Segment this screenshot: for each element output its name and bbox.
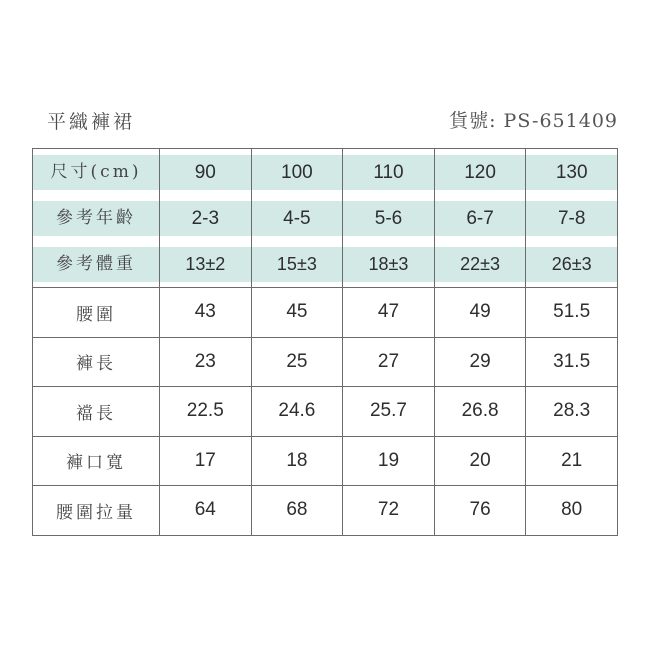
table-cell: 25 [251,337,343,387]
table-row [33,436,618,486]
table-cell: 17 [160,436,252,486]
table-cell: 24.6 [251,387,343,437]
age-row [33,195,618,241]
table-cell: 43 [160,288,252,338]
table-cell: 64 [160,486,252,536]
table-cell: 25.7 [343,387,435,437]
product-code: 貨號: PS-651409 [449,110,618,132]
table-cell: 47 [343,288,435,338]
table-cell: 7-8 [526,195,618,241]
size-row [33,149,618,196]
table-row [33,387,618,437]
table-cell: 68 [251,486,343,536]
table-cell: 49 [434,288,526,338]
table-row [33,337,618,387]
table-cell: 15±3 [251,241,343,288]
product-name: 平織褲裙 [47,111,136,133]
table-cell: 90 [160,149,252,196]
table-cell: 23 [160,337,252,387]
row-label: 參考年齡 [33,195,160,241]
table-cell: 110 [343,149,435,196]
weight-row [33,241,618,288]
table-cell: 45 [251,288,343,338]
table-cell: 80 [526,486,618,536]
table-cell: 27 [343,337,435,387]
table-cell: 29 [434,337,526,387]
row-label: 尺寸(cm) [33,149,160,196]
row-label: 參考體重 [33,241,160,288]
table-cell: 28.3 [526,387,618,437]
table-cell: 21 [526,436,618,486]
table-cell: 4-5 [251,195,343,241]
table-cell: 76 [434,486,526,536]
row-label: 腰圍拉量 [33,486,160,536]
table-cell: 19 [343,436,435,486]
table-cell: 26±3 [526,241,618,288]
table-cell: 18±3 [343,241,435,288]
table-cell: 13±2 [160,241,252,288]
table-cell: 22.5 [160,387,252,437]
table-row [33,288,618,338]
table-cell: 26.8 [434,387,526,437]
row-label: 腰圍 [33,288,160,338]
row-label: 褲長 [33,337,160,387]
row-label: 褲口寬 [33,436,160,486]
table-cell: 31.5 [526,337,618,387]
table-cell: 100 [251,149,343,196]
size-chart-table [32,148,618,536]
table-cell: 130 [526,149,618,196]
table-cell: 51.5 [526,288,618,338]
table-cell: 6-7 [434,195,526,241]
table-cell: 22±3 [434,241,526,288]
table-row [33,486,618,536]
table-cell: 20 [434,436,526,486]
table-cell: 5-6 [343,195,435,241]
table-cell: 2-3 [160,195,252,241]
table-cell: 120 [434,149,526,196]
table-cell: 72 [343,486,435,536]
table-cell: 18 [251,436,343,486]
row-label: 襠長 [33,387,160,437]
